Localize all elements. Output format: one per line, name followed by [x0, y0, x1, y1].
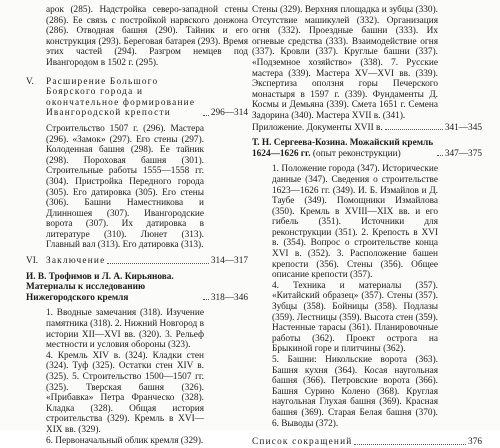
abbreviations-label: Список сокращений: [252, 437, 353, 448]
toc-entry-continuation: арок (285). Надстройка северо-западной стены (286). Ее связь с постройкой нарвского донжона (286). Отводная башня (290). Тайник и его конструкция (293). Береговая батарея (293). Время этих частей (294). Разгром немцев под Ивангородом в 1502 г. (295).: [46, 5, 248, 68]
toc-subentry: 1. Положение города (347). Исторические данные (347). Сведения о строительстве 1623—1626 гг. (349). И. Б. Измайлов и Д. Таубе (349). Помощники Измайлова (350). Кремль в XVIII—XIX вв. и его гибель (351). Источники для реконструкции (351). 2. Крепость в XVI в. (354). Вопрос о строительстве конца XVI в. (352). 3. Расположение башен крепости (356). Стены (356). Общее описание крепости (357).: [272, 164, 438, 281]
dot-leader: [354, 444, 466, 445]
dot-leader: [203, 115, 209, 116]
dot-leader: [203, 299, 209, 300]
section-5-contents: Строительство 1507 г. (296). Мастера (296). «Замок» (297). Его стены (297). Колоденная башня (298). Ее тайник (298). Пороховая башня (301). Строительные работы 1555—1558 гг. (304). Пристройка Передного города (305). Его датировка (305). Его стены (306). Башни Наместникова и Длинношея (307). Ивангородские ворота (307). Их датировка в литературе (310). Люнет (313). Главный вал (313). Его датировка (313).: [46, 123, 204, 251]
article-author: Т. Н. Сергеева-Козина.: [252, 138, 348, 149]
abbreviations-pages: 376: [468, 437, 482, 448]
toc-article-trofimov: [26, 272, 248, 304]
section-5-title: Расширение Большого Боярского города и окончательное формирование Ивангородской крепости: [46, 76, 196, 119]
article-title: Можайский кремль 1624—1626 гг.: [252, 138, 434, 159]
toc-article-sergeeva: [252, 138, 482, 159]
section-6-pages: 314—317: [210, 256, 248, 267]
section-5-pages: 296—314: [210, 108, 248, 119]
appendix-pages: 341—345: [444, 122, 482, 133]
section-6-title: Заключение: [46, 256, 106, 267]
abbreviations-row: [252, 437, 482, 448]
article-subtitle: (опыт реконструкции): [312, 148, 401, 159]
article-heading-row: [26, 272, 248, 304]
toc-subentry: 6. Первоначальный облик кремля (329).: [46, 435, 204, 446]
toc-right-column: [252, 5, 482, 448]
toc-section-5: [26, 77, 248, 119]
toc-subentry: 1. Вводные замечания (318). Изучение памятника (318). 2. Нижний Новгород в истории XII—XVI вв. (320). 3. Рельеф местности и условия обороны (323).: [46, 308, 205, 351]
article-contents: [46, 308, 204, 446]
section-number: VI.: [26, 256, 39, 267]
article-pages: 347—375: [444, 148, 482, 159]
article-author: И. В. Трофимов и Л. А. Кирьянова.: [26, 271, 174, 282]
dot-leader: [385, 129, 443, 130]
toc-subentry: 5. Башни: Никольские ворота (363). Башня кухня (364). Косая наугольная башня (366). Петровские ворота (366). Башня Сурино Колено (368). Круглая наугольная Глухая башня (369). Красная башня (369). Старая Белая башня (370). 6. Выводы (372).: [272, 355, 438, 429]
article-heading-row: [252, 138, 482, 159]
section-5-heading-row: [46, 77, 248, 119]
article-title: Материалы к исследованию Нижегородского кремля: [26, 282, 146, 303]
dot-leader: [437, 155, 443, 156]
article-contents: [272, 164, 438, 429]
dot-leader: [107, 263, 208, 264]
appendix-label: Приложение. Документы XVII в.: [252, 122, 383, 133]
appendix-row: [252, 123, 482, 134]
toc-entry-continuation: Стены (329). Верхняя площадка и зубцы (330). Отсутствие машикулей (332). Организация огня (332). Проездные башни (333). Их огневые средства (333). Взаимодействие огня (337). Кровли (337). Круглые башни (337). «Подземное хозяйство» (338). 7. Русские мастера (339). Мастера XV—XVI вв. (339). Экспертиза оползня горы Печерского монастыря в 1597 г. (339). Фундаменты Д. Космы и Демьяна (339). Смета 1651 г. Семена Задорина (340). Мастера XVII в. (341).: [252, 5, 438, 121]
section-6-heading-row: [46, 256, 248, 267]
section-number: V.: [26, 76, 34, 87]
toc-subentry: 4. Техника и материалы (357). «Китайский образец» (357). Стены (357). Зубцы (358). Бойницы (358). Подлазы (359). Лестницы (359). Высота стен (359). Настенные тарасы (361). Планировочные работы (362). Проект острога на Брыкиной горе и плитчины (362).: [272, 280, 438, 355]
toc-subentry: 4. Кремль XIV в. (324). Кладки стен (324). Туф (325). Остатки стен XIV в. (325). 5. Строительство 1500—1507 гг. (325). Тверская башня (326). «Прибавка» Петра Франческо (328). Кладка (328). Общая история строительства (329). Кремль в XVI—XIX вв. (329).: [46, 350, 204, 435]
article-pages: 318—346: [210, 292, 248, 303]
toc-left-column: [26, 5, 248, 446]
toc-section-6: [26, 256, 248, 267]
